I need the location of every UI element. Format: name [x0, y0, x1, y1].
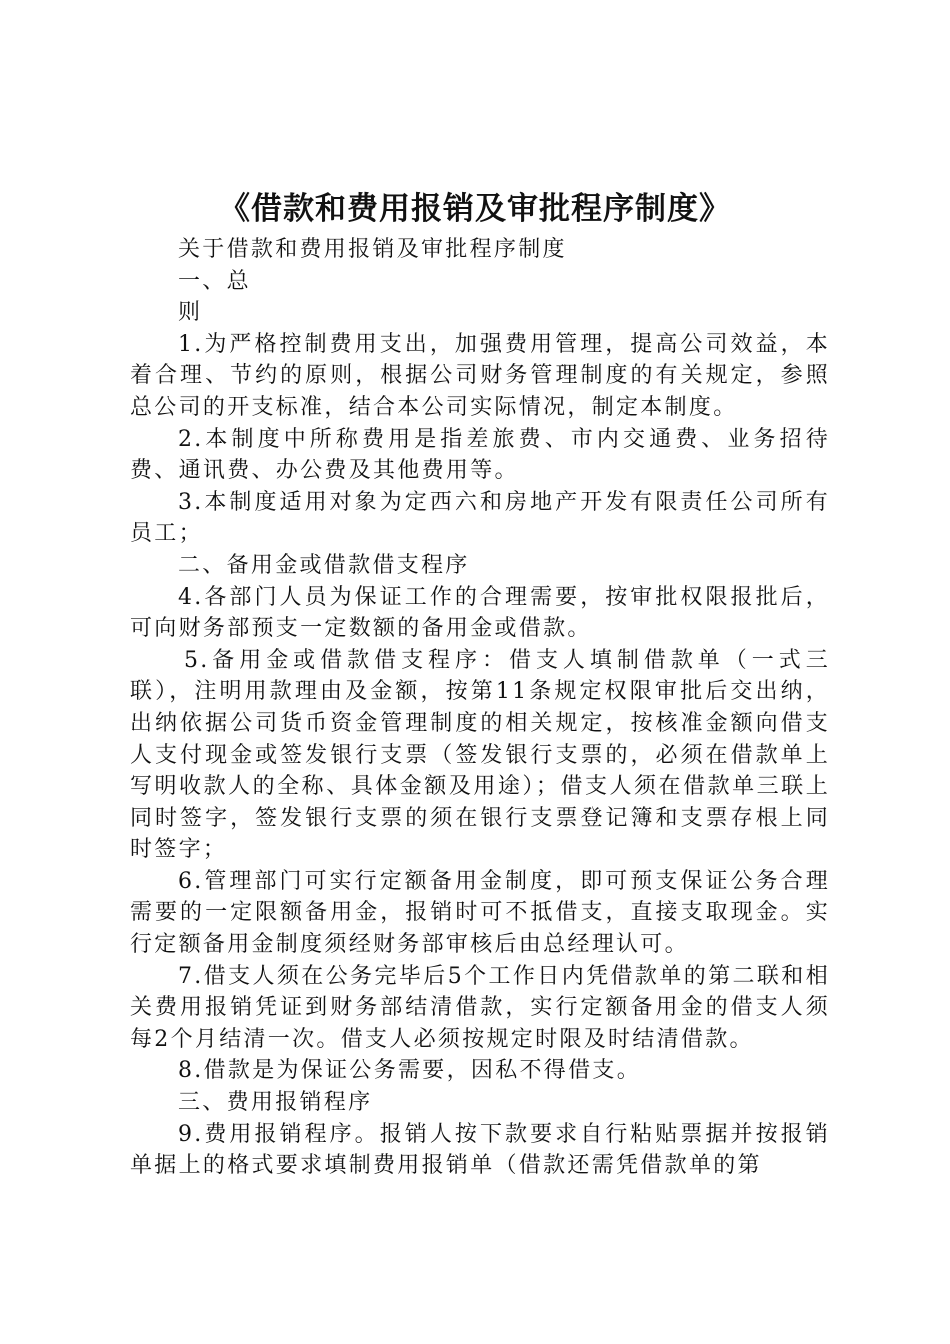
section-heading-reimbursement-procedure: 三、费用报销程序: [178, 1090, 373, 1116]
paragraph-clause-6: 6.管理部门可实行定额备用金制度，即可预支保证公务合理需要的一定限额备用金，报销时可不抵借支，直接支取现金。实行定额备用金制度须经财务部审核后由总经理认可。: [130, 868, 830, 958]
paragraph-clause-7: 7.借支人须在公务完毕后5个工作日内凭借款单的第二联和相关费用报销凭证到财务部结清借款，实行定额备用金的借支人须每2个月结清一次。借支人必须按规定时限及时结清借款。: [130, 963, 830, 1052]
paragraph-subtitle: 关于借款和费用报销及审批程序制度: [178, 237, 567, 262]
section-heading-general-part2: 则: [178, 300, 203, 326]
paragraph-clause-8: 8.借款是为保证公务需要，因私不得借支。: [178, 1058, 641, 1084]
paragraph-clause-4: 4.各部门人员为保证工作的合理需要，按审批权限报批后，可向财务部预支一定数额的备用金或借款。: [130, 584, 830, 642]
section-heading-general-part1: 一、总: [178, 268, 251, 294]
section-heading-advance-procedure: 二、备用金或借款借支程序: [178, 552, 470, 578]
document-body: [130, 234, 830, 1182]
paragraph-clause-2: 2.本制度中所称费用是指差旅费、市内交通费、业务招待费、通讯费、办公费及其他费用等。: [130, 426, 830, 484]
paragraph-clause-1: 1.为严格控制费用支出，加强费用管理，提高公司效益，本着合理、节约的原则，根据公司财务管理制度的有关规定，参照总公司的开支标准，结合本公司实际情况，制定本制度。: [130, 331, 830, 420]
paragraph-clause-9: 9.费用报销程序。报销人按下款要求自行粘贴票据并按报销单据上的格式要求填制费用报销单（借款还需凭借款单的第: [130, 1121, 830, 1179]
document-title: 《借款和费用报销及审批程序制度》: [219, 191, 731, 227]
paragraph-clause-5: 5.备用金或借款借支程序：借支人填制借款单（一式三联），注明用款理由及金额，按第11条规定权限审批后交出纳，出纳依据公司货币资金管理制度的相关规定，按核准金额向借支人支付现金或签发银行支票（签发银行支票的，必须在借款单上写明收款人的全称、具体金额及用途）；借支人须在借款单三联上同时签字，签发银行支票的须在银行支票登记簿和支票存根上同时签字；: [130, 647, 830, 863]
paragraph-clause-3: 3.本制度适用对象为定西六和房地产开发有限责任公司所有员工；: [130, 489, 830, 547]
